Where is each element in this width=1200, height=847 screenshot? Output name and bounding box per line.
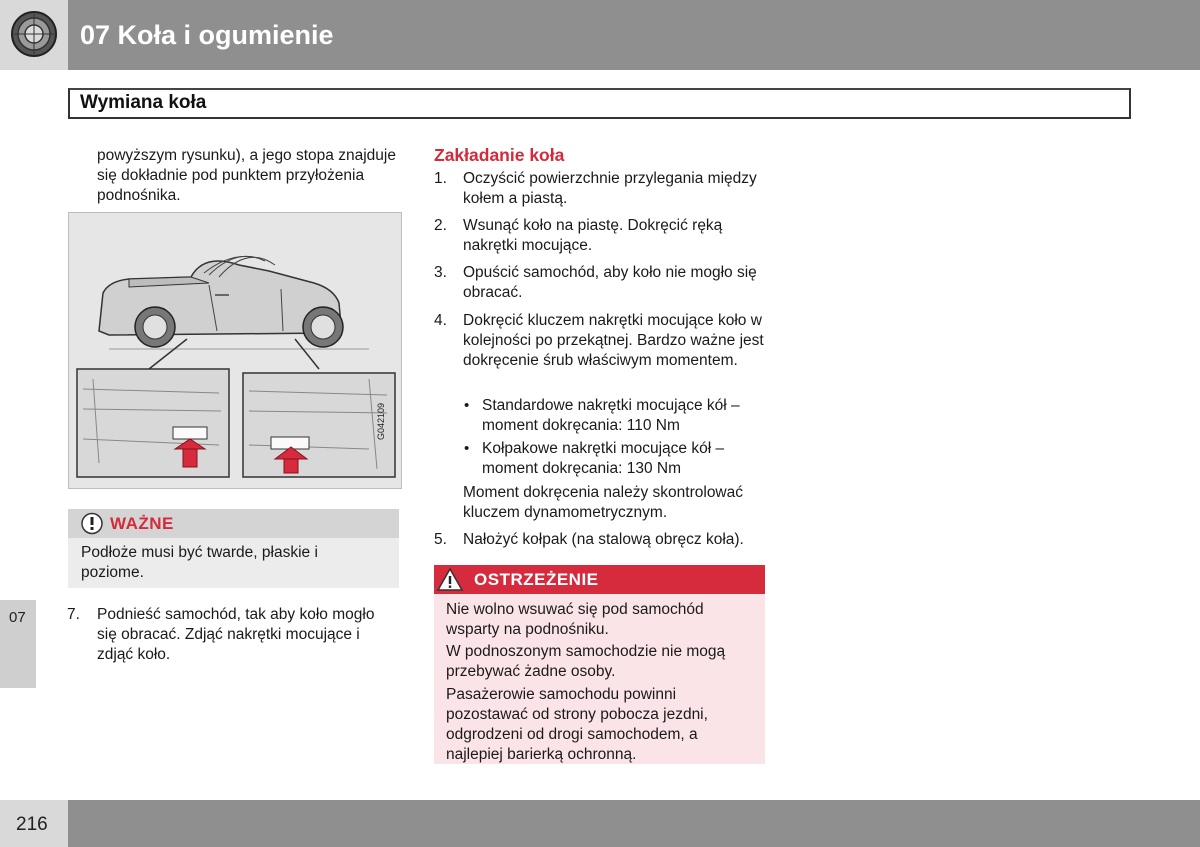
bullet-text: Kołpakowe nakrętki mocujące kół – moment dokręcania: 130 Nm (482, 440, 725, 477)
chapter-side-tab-label: 07 (9, 609, 26, 626)
section-title: Wymiana koła (80, 92, 207, 113)
warning-triangle-icon (434, 565, 470, 594)
step-text: Podnieść samochód, tak aby koło mogło się obracać. Zdjąć nakrętki mocujące i zdjąć koło. (97, 606, 375, 663)
step-number: 7. (67, 606, 80, 623)
exclamation-icon (68, 509, 108, 538)
torque-note: Moment dokręcenia należy skontrolować kluczem dynamometrycznym. (463, 484, 743, 521)
figure-code: G042109 (376, 402, 386, 440)
chapter-title: 07 Koła i ogumienie (80, 20, 334, 50)
warning-paragraph: Nie wolno wsuwać się pod samochód wsparty na podnośniku. (446, 601, 704, 638)
warning-paragraph: Pasażerowie samochodu powinni pozostawać od strony pobocza jezdni, odgrodzeni od drogi samochodem, a najlepiej barierką ochronną. (446, 686, 708, 763)
step-number: 2. (434, 217, 447, 234)
bullet-dot: • (464, 440, 470, 457)
step-number: 4. (434, 312, 447, 329)
footer-bar (68, 800, 1200, 847)
section-title-box (68, 88, 1131, 119)
step-number: 1. (434, 170, 447, 187)
page-number: 216 (16, 814, 48, 835)
step-text: Opuścić samochód, aby koło nie mogło się obracać. (463, 264, 757, 301)
tire-icon (0, 0, 68, 70)
step-text: Nałożyć kołpak (na stalową obręcz koła). (463, 531, 744, 548)
step-number: 5. (434, 531, 447, 548)
step-number: 3. (434, 264, 447, 281)
important-title: WAŻNE (110, 514, 174, 533)
warning-title: OSTRZEŻENIE (474, 570, 599, 589)
step-text: Oczyścić powierzchnie przylegania między kołem a piastą. (463, 170, 757, 207)
step-text: Wsunąć koło na piastę. Dokręcić ręką nakrętki mocujące. (463, 217, 723, 254)
bullet-text: Standardowe nakrętki mocujące kół – moment dokręcania: 110 Nm (482, 397, 740, 434)
bullet-dot: • (464, 397, 470, 414)
step-text: Dokręcić kluczem nakrętki mocujące koło w kolejności po przekątnej. Bardzo ważne jest dokręcenie śrub właściwym momentem. (463, 312, 764, 369)
important-text: Podłoże musi być twarde, płaskie i poziome. (81, 544, 318, 581)
car-jack-figure (68, 212, 402, 489)
warning-paragraph: W podnoszonym samochodzie nie mogą przebywać żadne osoby. (446, 643, 726, 680)
procedure-title: Zakładanie koła (434, 145, 565, 165)
intro-paragraph: powyższym rysunku), a jego stopa znajduje się dokładnie pod punktem przyłożenia podnośnika. (97, 147, 396, 204)
car-side-illustration (69, 213, 401, 488)
chapter-icon-box (0, 0, 68, 70)
